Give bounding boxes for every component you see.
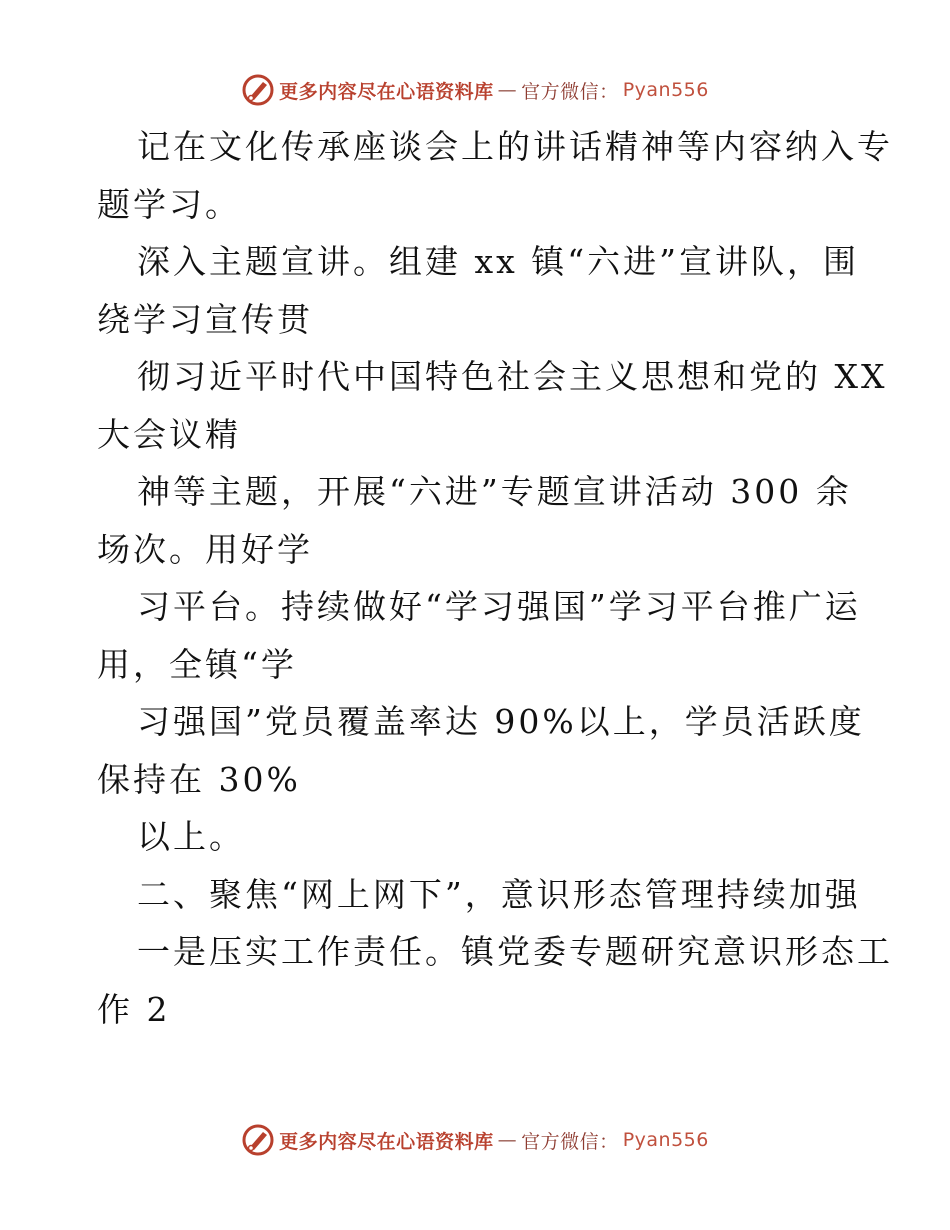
watermark-id: Pyan556 bbox=[622, 79, 709, 101]
document-body bbox=[97, 118, 893, 1038]
text-line: 场次。用好学 bbox=[97, 529, 313, 569]
text-line: 以上。 bbox=[137, 817, 245, 856]
text-line: 记在文化传承座谈会上的讲话精神等内容纳入专 bbox=[137, 127, 893, 166]
text-line: 大会议精 bbox=[97, 414, 241, 454]
watermark-label: 官方微信： bbox=[521, 80, 619, 103]
header-watermark bbox=[0, 70, 950, 110]
text-line: 作 2 bbox=[97, 989, 171, 1029]
text-line: 用，全镇“学 bbox=[97, 644, 297, 684]
text-line: 神等主题，开展“六进”专题宣讲活动 300 余 bbox=[137, 472, 852, 511]
text-line: 二、聚焦“网上网下”，意识形态管理持续加强 bbox=[137, 874, 861, 914]
footer-watermark bbox=[0, 1120, 950, 1160]
text-line: 绕学习宣传贯 bbox=[97, 299, 313, 339]
pen-logo-icon bbox=[241, 1123, 275, 1157]
pen-logo-icon bbox=[241, 73, 275, 107]
watermark-site: 更多内容尽在心语资料库 bbox=[279, 80, 494, 103]
text-line: 题学习。 bbox=[97, 184, 241, 224]
text-line: 习平台。持续做好“学习强国”学习平台推广运 bbox=[137, 587, 861, 626]
watermark-dash: — bbox=[497, 1129, 518, 1151]
text-line: 一是压实工作责任。镇党委专题研究意识形态工 bbox=[137, 932, 893, 971]
watermark-site: 更多内容尽在心语资料库 bbox=[279, 1130, 494, 1153]
text-line: 习强国”党员覆盖率达 90%以上，学员活跃度 bbox=[137, 702, 865, 741]
watermark-label: 官方微信： bbox=[521, 1130, 619, 1153]
text-line: 保持在 30% bbox=[97, 759, 301, 799]
text-line: 深入主题宣讲。组建 xx 镇“六进”宣讲队，围 bbox=[137, 242, 859, 281]
watermark-dash: — bbox=[497, 79, 518, 101]
text-line: 彻习近平时代中国特色社会主义思想和党的 XX bbox=[137, 357, 888, 396]
watermark-id: Pyan556 bbox=[622, 1129, 709, 1151]
